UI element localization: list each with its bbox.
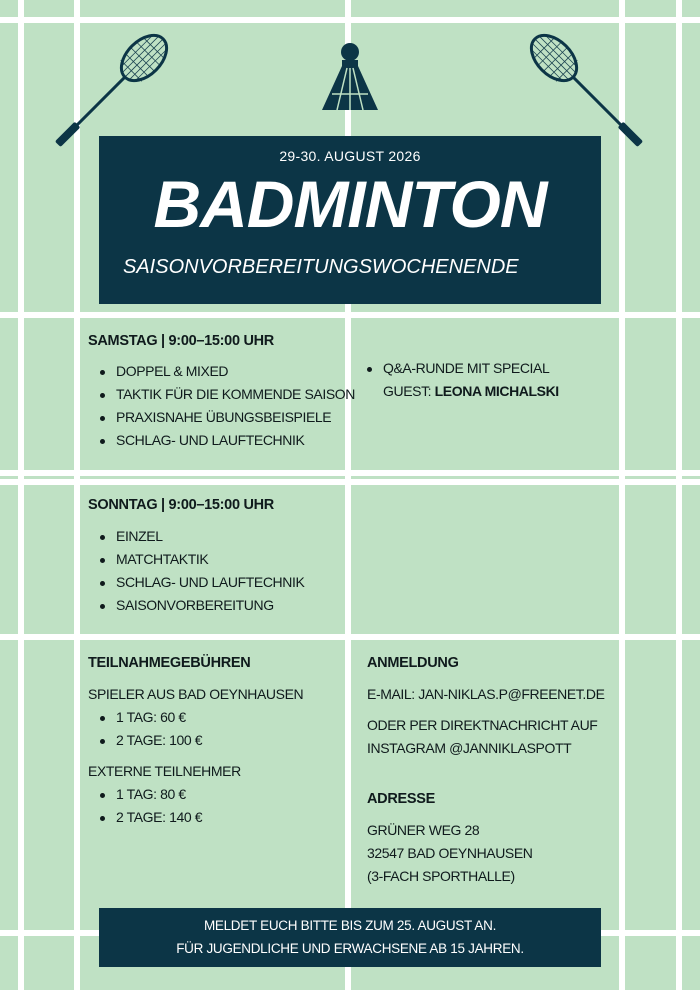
shuttlecock-icon bbox=[318, 42, 382, 114]
footer-deadline: MELDET EUCH BITTE BIS ZUM 25. AUGUST AN. bbox=[203, 918, 497, 933]
court-line-net-a bbox=[0, 470, 700, 476]
court-line-service-bottom bbox=[0, 634, 700, 640]
event-date: 29-30. AUGUST 2026 bbox=[279, 148, 421, 164]
saturday-heading: SAMSTAG | 9:00–15:00 UHR bbox=[88, 333, 274, 349]
list-item: SCHLAG- UND LAUFTECHNIK bbox=[88, 429, 355, 452]
footer-audience: FÜR JUGENDLICHE UND ERWACHSENE AB 15 JAHREN. bbox=[176, 941, 524, 956]
court-line-net-b bbox=[0, 479, 700, 485]
list-item: MATCHTAKTIK bbox=[88, 548, 304, 571]
qa-line-1: Q&A-RUNDE MIT SPECIAL bbox=[383, 360, 550, 376]
fees-group-external-label: EXTERNE TEILNEHMER bbox=[88, 763, 241, 779]
list-item: 1 TAG: 80 € bbox=[88, 783, 202, 806]
registration-alt-line-2: INSTAGRAM @JANNIKLASPOTT bbox=[367, 740, 572, 756]
address-venue: (3-FACH SPORTHALLE) bbox=[367, 868, 515, 884]
list-item: 1 TAG: 60 € bbox=[88, 706, 202, 729]
footer-banner bbox=[99, 908, 601, 967]
sunday-heading: SONNTAG | 9:00–15:00 UHR bbox=[88, 497, 274, 513]
registration-email: E-MAIL: JAN-NIKLAS.P@FREENET.DE bbox=[367, 686, 605, 702]
list-item bbox=[355, 357, 559, 403]
header-banner bbox=[99, 136, 601, 304]
qa-line-2-prefix: GUEST: bbox=[383, 383, 435, 399]
list-item: DOPPEL & MIXED bbox=[88, 360, 355, 383]
list-item: TAKTIK FÜR DIE KOMMENDE SAISON bbox=[88, 383, 355, 406]
list-item: 2 TAGE: 140 € bbox=[88, 806, 202, 829]
event-title: BADMINTON bbox=[153, 167, 547, 241]
court-line-service-top bbox=[0, 312, 700, 318]
court-line-top bbox=[0, 17, 700, 23]
fees-heading: TEILNAHMEGEBÜHREN bbox=[88, 655, 251, 671]
registration-heading: ANMELDUNG bbox=[367, 655, 459, 671]
registration-alt-line-1: ODER PER DIREKTNACHRICHT AUF bbox=[367, 717, 598, 733]
list-item: EINZEL bbox=[88, 525, 304, 548]
sunday-list bbox=[88, 525, 304, 617]
address-street: GRÜNER WEG 28 bbox=[367, 822, 480, 838]
address-heading: ADRESSE bbox=[367, 791, 435, 807]
list-item: SAISONVORBEREITUNG bbox=[88, 594, 304, 617]
fees-group-local-list bbox=[88, 706, 202, 752]
fees-group-local-label: SPIELER AUS BAD OEYNHAUSEN bbox=[88, 686, 304, 702]
list-item: PRAXISNAHE ÜBUNGSBEISPIELE bbox=[88, 406, 355, 429]
saturday-extra-list bbox=[355, 357, 559, 403]
special-guest-name: LEONA MICHALSKI bbox=[434, 383, 559, 399]
list-item: 2 TAGE: 100 € bbox=[88, 729, 202, 752]
fees-group-external-list bbox=[88, 783, 202, 829]
court-line-left-outer bbox=[18, 0, 24, 990]
event-subtitle: SAISONVORBEREITUNGSWOCHENENDE bbox=[123, 256, 519, 278]
court-line-right-outer bbox=[676, 0, 682, 990]
list-item: SCHLAG- UND LAUFTECHNIK bbox=[88, 571, 304, 594]
address-city: 32547 BAD OEYNHAUSEN bbox=[367, 845, 533, 861]
saturday-list bbox=[88, 360, 355, 452]
